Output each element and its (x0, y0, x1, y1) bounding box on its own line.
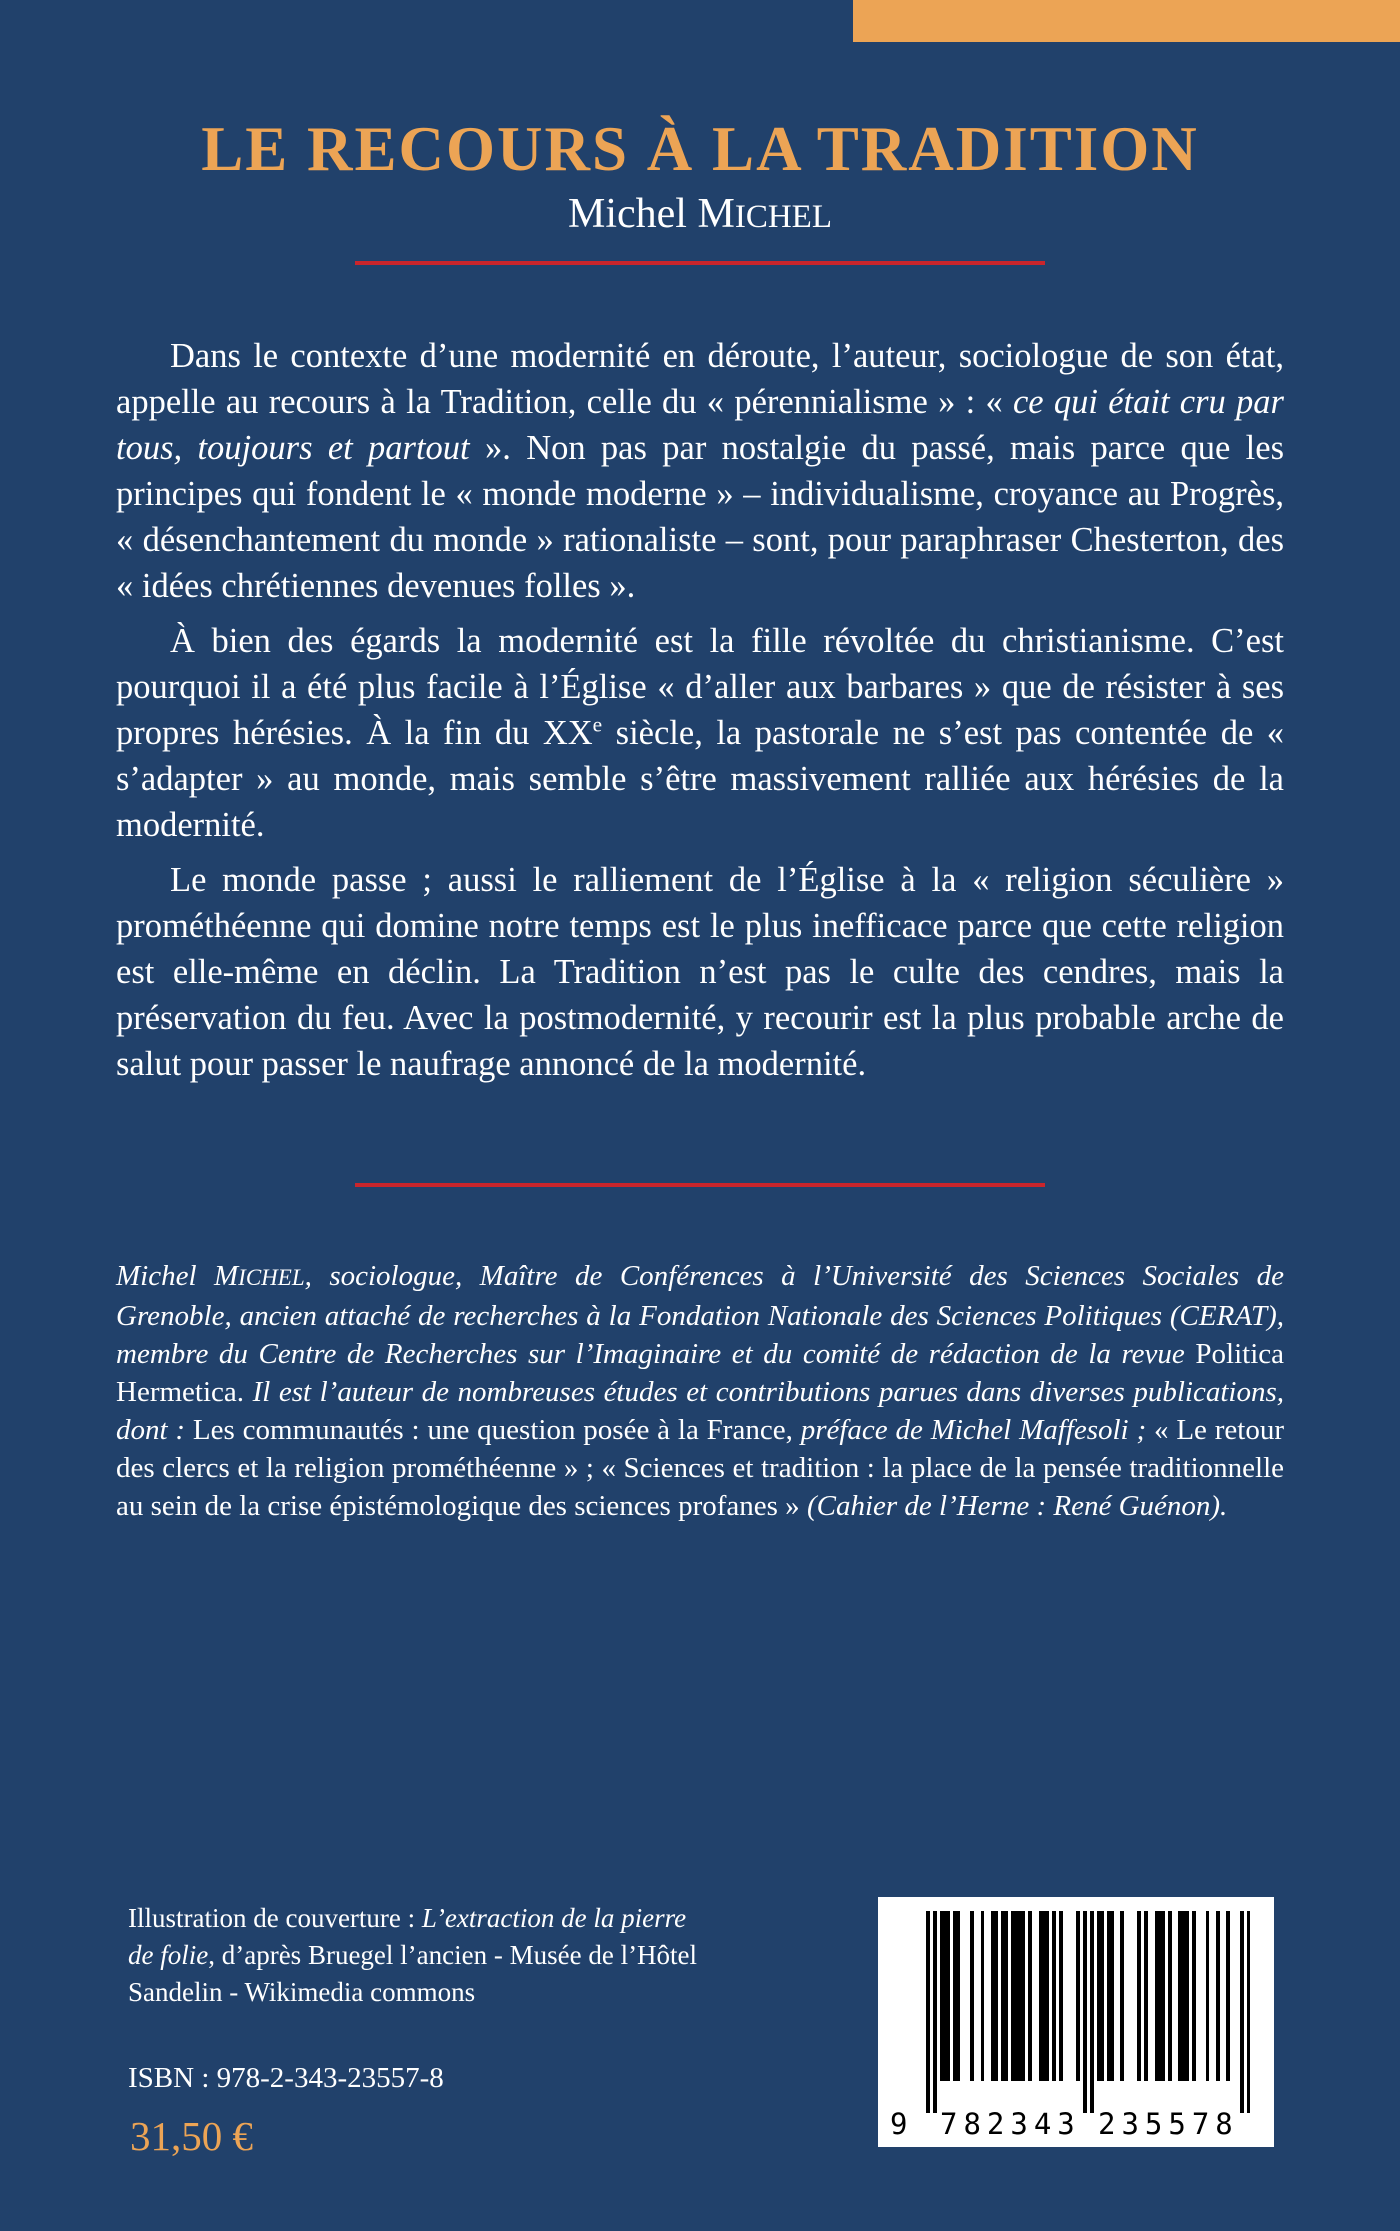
author-bio (116, 1257, 1284, 1525)
text-segment: Dans le contexte d’une modernité en déroute, l’auteur, sociologue de son état, appelle au recours à la Tradition, celle du « pérennialisme » : « (116, 337, 1284, 421)
text-segment: (Cahier de l’Herne : René Guénon). (806, 1490, 1228, 1522)
book-author (0, 193, 1400, 235)
text-segment: Les communautés : une question posée à la France, (192, 1414, 801, 1446)
book-title: LE RECOURS À LA TRADITION (201, 114, 1199, 184)
author-last-initial: M (697, 191, 735, 237)
text-segment: « Le retour des clercs et la religion prométhéenne » ; « Sciences et tradition : la place de la pensée traditionnelle au sein de la crise épistémologique des sciences profanes » (116, 1414, 1285, 1522)
text-segment: ». Non pas par nostalgie du passé, mais parce que les principes qui fondent le « monde moderne » – individualisme, croyance au Progrès, « désenchantement du monde » rationaliste – sont, pour paraphraser Chesterton, des « idées chrétiennes devenues folles ». (116, 429, 1285, 605)
text-segment: M (213, 1260, 239, 1292)
synopsis-paragraph-2 (116, 618, 1284, 848)
barcode-digit-group: 9 (890, 2107, 908, 2141)
text-segment: Sandelin - Wikimedia commons (128, 1977, 476, 2007)
text-segment: , d’après Bruegel l’ancien - Musée de l’Hôtel (208, 1940, 698, 1970)
text-segment: , sociologue, Maître de Conférences à l’Université des Sciences Sociales de Grenoble, ancien attaché de recherches à la Fondation Nationale des Sciences Politiques (CERAT), membre du Centre de Recherches sur l’Imaginaire et du comité de rédaction de la revue (116, 1260, 1285, 1370)
illustration-credit-line (128, 1937, 828, 1974)
superscript-segment: e (592, 712, 603, 737)
isbn-text: ISBN : 978-2-343-23557-8 (128, 2062, 444, 2094)
text-segment: siècle, la pastorale ne s’est pas contentée de « s’adapter » au monde, mais semble s’être massivement ralliée aux hérésies de la modernité. (116, 714, 1285, 844)
divider-rule-top (355, 261, 1045, 265)
text-segment: Politica Hermetica. (116, 1338, 1284, 1408)
text-segment: Illustration de couverture : (128, 1903, 422, 1933)
price-text: 31,50 € (130, 2113, 253, 2159)
top-orange-strip (853, 0, 1400, 42)
barcode-digits (878, 2107, 1274, 2141)
illustration-credit-line (128, 1900, 828, 1937)
synopsis (116, 333, 1284, 1087)
author-bio-paragraph (116, 1257, 1284, 1525)
divider-rule-bottom (355, 1183, 1045, 1187)
text-segment: de folie (128, 1940, 209, 1970)
author-first-name: Michel (568, 191, 698, 237)
text-segment: Il est l’auteur de nombreuses études et contributions parues dans diverses publications, dont : (116, 1376, 1284, 1446)
synopsis-paragraph-3 (116, 857, 1284, 1087)
illustration-credit-line (128, 1974, 828, 2011)
text-segment: ICHEL (238, 1265, 305, 1290)
text-segment: préface de Michel Maffesoli ; (800, 1414, 1154, 1446)
barcode-digit-group: 782343 (940, 2107, 1081, 2141)
text-segment: ce qui était cru par tous, toujours et partout (116, 383, 1284, 467)
text-segment: L’extraction de la pierre (421, 1903, 687, 1933)
text-segment: À bien des égards la modernité est la fille révoltée du christianisme. C’est pourquoi il a été plus facile à l’Église « d’aller aux barbares » que de résister à ses propres hérésies. À la fin du XX (116, 622, 1284, 752)
barcode (878, 1897, 1274, 2147)
text-segment: Le monde passe ; aussi le ralliement de l’Église à la « religion séculière » prométhéenne qui domine notre temps est le plus inefficace parce que cette religion est elle-même en déclin. La Tradition n’est pas le culte des cendres, mais la préservation du feu. Avec la postmodernité, y recourir est la plus probable arche de salut pour passer le naufrage annoncé de la modernité. (116, 861, 1284, 1083)
barcode-bars (926, 1911, 1250, 2113)
barcode-digit-group: 235578 (1098, 2107, 1239, 2141)
illustration-credit (128, 1900, 828, 2011)
author-last-rest: ICHEL (734, 199, 832, 235)
text-segment: Michel (116, 1260, 214, 1292)
synopsis-paragraph-1 (116, 333, 1284, 609)
